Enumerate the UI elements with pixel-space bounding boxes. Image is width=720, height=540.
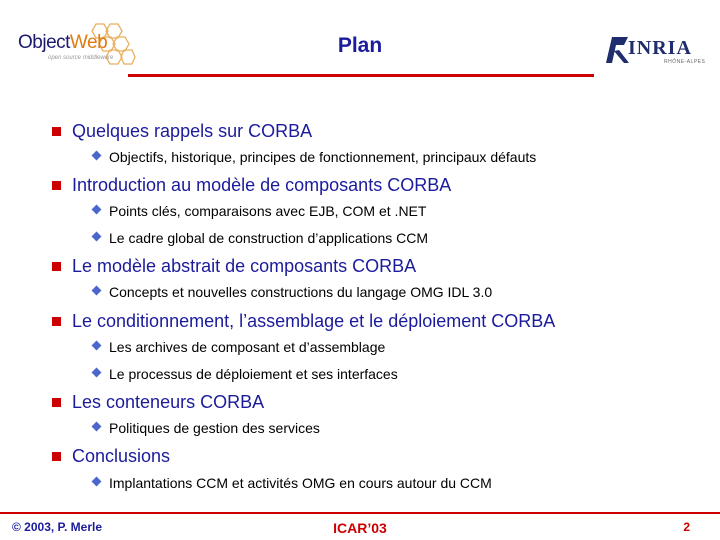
square-bullet-icon: [52, 317, 61, 326]
square-bullet-icon: [52, 127, 61, 136]
outline-item-label: Les conteneurs CORBA: [72, 392, 265, 412]
objectweb-tagline: open source middleware: [48, 55, 114, 61]
outline-item-label: Introduction au modèle de composants CORBA: [72, 175, 452, 195]
diamond-bullet-icon: [92, 341, 102, 351]
objectweb-word-object: Object: [18, 32, 70, 53]
diamond-bullet-icon: [92, 368, 102, 378]
inria-logo: [602, 33, 706, 67]
outline-item-label: Conclusions: [72, 446, 171, 466]
diamond-bullet-icon: [92, 477, 102, 487]
diamond-bullet-icon: [92, 232, 102, 242]
footer-copyright: © 2003, P. Merle: [12, 520, 103, 534]
diamond-bullet-icon: [92, 151, 102, 161]
footer-conference: ICAR’03: [333, 520, 387, 536]
outline-item-label: Quelques rappels sur CORBA: [72, 121, 313, 141]
outline-subitem-label: Concepts et nouvelles constructions du langage OMG IDL 3.0: [109, 284, 493, 300]
inria-subtitle: RHÔNE-ALPES: [664, 59, 706, 65]
outline-subitem-label: Politiques de gestion des services: [109, 420, 320, 436]
outline-item-label: Le modèle abstrait de composants CORBA: [72, 256, 417, 276]
diamond-bullet-icon: [92, 286, 102, 296]
diamond-bullet-icon: [92, 205, 102, 215]
outline-subitem-label: Implantations CCM et activités OMG en cours autour du CCM: [109, 475, 492, 491]
outline-subitem-label: Le cadre global de construction d’applications CCM: [109, 230, 429, 246]
outline-item-label: Le conditionnement, l’assemblage et le déploiement CORBA: [72, 311, 556, 331]
diamond-bullet-icon: [92, 422, 102, 432]
header-divider: [128, 74, 594, 77]
outline-subitem-label: Points clés, comparaisons avec EJB, COM et .NET: [109, 203, 427, 219]
square-bullet-icon: [52, 262, 61, 271]
inria-wordmark: INRIA: [628, 37, 692, 59]
outline-subitem-label: Le processus de déploiement et ses interfaces: [109, 366, 398, 382]
page-number: 2: [683, 520, 690, 534]
square-bullet-icon: [52, 398, 61, 407]
outline-subitem-label: Objectifs, historique, principes de fonctionnement, principaux défauts: [109, 149, 537, 165]
square-bullet-icon: [52, 452, 61, 461]
outline-subitem-label: Les archives de composant et d’assemblage: [109, 339, 386, 355]
slide-title: Plan: [337, 34, 383, 57]
objectweb-word-web: Web: [69, 32, 108, 53]
square-bullet-icon: [52, 181, 61, 190]
footer-divider: [0, 512, 720, 514]
